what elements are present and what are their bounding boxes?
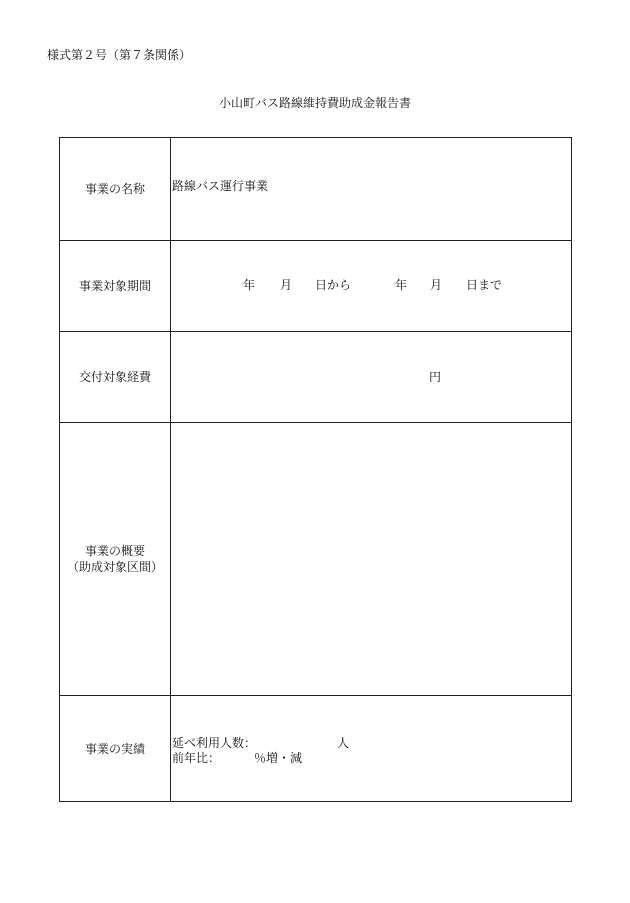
period-start-month: 月 <box>280 278 293 292</box>
total-users-unit: 人 <box>337 736 350 750</box>
project-period-label-cell <box>60 241 171 331</box>
eligible-expenses-label: 交付対象経費 <box>78 370 151 384</box>
project-summary-sublabel: （助成対象区間） <box>66 560 163 574</box>
period-start-day: 日から <box>315 278 352 292</box>
project-results-value-cell[interactable] <box>171 696 571 802</box>
project-name-value: 路線バス運行事業 <box>172 179 269 193</box>
project-summary-value-cell[interactable] <box>171 423 571 695</box>
document-title: 小山町バス路線維持費助成金報告書 <box>218 96 411 110</box>
project-name-value-cell[interactable] <box>171 138 571 240</box>
project-summary-label: 事業の概要 <box>84 544 145 558</box>
project-results-label: 事業の実績 <box>84 742 145 756</box>
period-end-day: 日まで <box>466 278 503 292</box>
table-row-eligible-expenses <box>60 332 571 423</box>
period-end-year: 年 <box>395 278 408 292</box>
report-table <box>59 137 572 802</box>
period-start-year: 年 <box>243 278 256 292</box>
project-period-value-cell[interactable] <box>171 241 571 331</box>
table-row-project-summary <box>60 423 571 696</box>
project-period-label: 事業対象期間 <box>78 279 151 293</box>
total-users-label: 延べ利用人数： <box>172 736 257 750</box>
period-end-month: 月 <box>430 278 443 292</box>
eligible-expenses-label-cell <box>60 332 171 422</box>
project-name-label-cell <box>60 138 171 240</box>
expense-unit-yen: 円 <box>429 370 442 384</box>
table-row-project-results <box>60 696 571 802</box>
form-number-label: 様式第２号（第７条関係） <box>47 48 192 62</box>
project-summary-label-cell <box>60 423 171 695</box>
yoy-ratio-label: 前年比： <box>172 751 221 765</box>
table-row-project-name <box>60 138 571 241</box>
eligible-expenses-value-cell[interactable] <box>171 332 571 422</box>
project-results-label-cell <box>60 696 171 802</box>
yoy-ratio-unit: ％増・減 <box>254 751 303 765</box>
project-name-label: 事業の名称 <box>84 182 145 196</box>
table-row-project-period <box>60 241 571 332</box>
